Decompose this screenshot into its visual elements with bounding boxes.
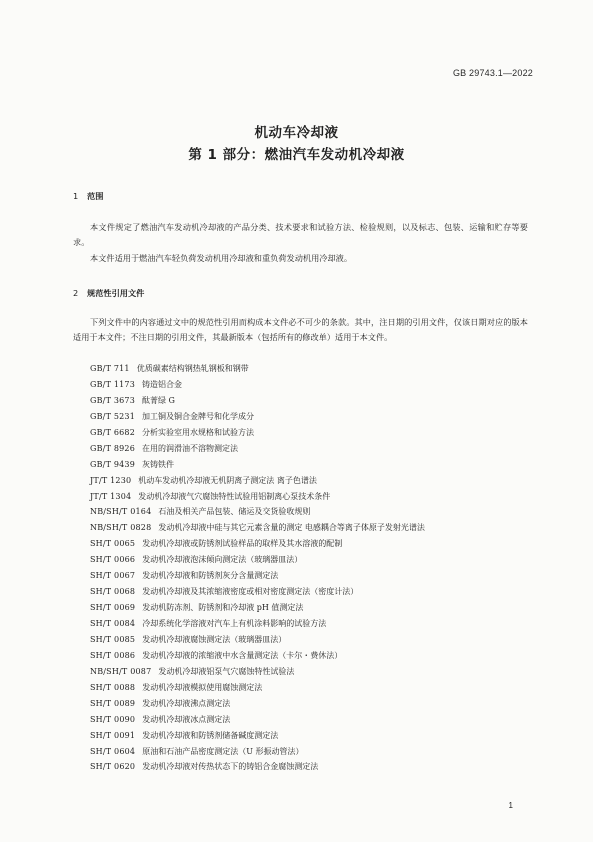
- reference-code: SH/T 0066: [90, 555, 136, 565]
- reference-code: GB/T 711: [90, 364, 130, 373]
- reference-item: [90, 568, 425, 584]
- reference-code: GB/T 1173: [90, 379, 136, 389]
- reference-code: SH/T 0088: [90, 682, 136, 692]
- section-title: 范围: [87, 191, 104, 201]
- reference-title: 发动机冷却液的浓缩液中水含量测定法（卡尔・费休法）: [142, 650, 343, 660]
- reference-code: SH/T 0086: [90, 650, 136, 660]
- paragraph: 本文件适用于燃油汽车轻负荷发动机用冷却液和重负荷发动机用冷却液。: [90, 253, 353, 263]
- reference-item: [90, 712, 425, 728]
- reference-title: 铸造铝合金: [142, 379, 183, 389]
- reference-code: SH/T 0091: [90, 730, 136, 740]
- reference-code: SH/T 0604: [90, 746, 136, 756]
- reference-code: NB/SH/T 0164: [90, 507, 152, 517]
- reference-item: [90, 584, 425, 600]
- reference-item: [90, 393, 425, 409]
- reference-item: [90, 664, 425, 680]
- reference-code: SH/T 0090: [90, 714, 136, 724]
- reference-code: SH/T 0620: [90, 762, 136, 772]
- standard-code: GB 29743.1—2022: [452, 68, 533, 78]
- reference-code: JT/T 1304: [90, 491, 132, 501]
- reference-title: 发动机冷却液和防锈剂储备碱度测定法: [142, 730, 279, 740]
- section-2-heading: [73, 288, 144, 299]
- reference-code: NB/SH/T 0828: [90, 523, 152, 533]
- document-subtitle: 第 1 部分：燃油汽车发动机冷却液: [188, 147, 405, 163]
- reference-item: [90, 728, 425, 744]
- reference-title: 发动机防冻剂、防锈剂和冷却液 pH 值测定法: [142, 603, 304, 613]
- paragraph: 本文件规定了燃油汽车发动机冷却液的产品分类、技术要求和试验方法、检验规则，以及标志、包装、运输和贮存等要求。: [73, 222, 528, 247]
- reference-item: [90, 409, 425, 425]
- reference-code: GB/T 5231: [90, 411, 136, 421]
- reference-title: 发动机冷却液铝泵气穴腐蚀特性试验法: [158, 666, 295, 676]
- reference-item: [90, 744, 425, 760]
- reference-title: 发动机冷却液中硅与其它元素含量的测定 电感耦合等离子体原子发射光谱法: [158, 523, 425, 533]
- reference-item: [90, 489, 425, 505]
- reference-title: 发动机冷却液和防锈剂灰分含量测定法: [142, 571, 279, 581]
- reference-title: 发动机冷却液或防锈剂试验样品的取样及其水溶液的配制: [142, 539, 343, 549]
- reference-title: 发动机冷却液及其浓缩液密度或相对密度测定法（密度计法）: [142, 587, 359, 597]
- reference-title: 石油及相关产品包装、储运及交货验收规则: [158, 507, 311, 517]
- reference-item: [90, 520, 425, 536]
- reference-title: 发动机冷却液气穴腐蚀特性试验用铝制离心泵技术条件: [138, 491, 331, 501]
- document-title: 机动车冷却液: [254, 125, 339, 141]
- reference-item: [90, 536, 425, 552]
- reference-title: 冷却系统化学溶液对汽车上有机涂料影响的试验方法: [142, 619, 327, 628]
- reference-title: 发动机冷却液冰点测定法: [142, 714, 231, 724]
- reference-title: 加工铜及铜合金牌号和化学成分: [142, 411, 255, 421]
- reference-item: [90, 361, 425, 377]
- page-number: 1: [508, 801, 513, 810]
- reference-item: [90, 377, 425, 393]
- reference-item: [90, 632, 425, 648]
- reference-title: 发动机冷却液腐蚀测定法（玻璃器皿法）: [142, 634, 287, 644]
- reference-item: [90, 441, 425, 457]
- reference-title: 发动机冷却液泡沫倾向测定法（玻璃器皿法）: [142, 555, 303, 565]
- paragraph: 下列文件中的内容通过文中的规范性引用而构成本文件必不可少的条款。其中，注日期的引用文件，仅该日期对应的版本适用于本文件；不注日期的引用文件，其最新版本（包括所有的修改单）适用于本文件。: [73, 317, 528, 342]
- reference-title: 酞菁绿 G: [142, 395, 175, 405]
- reference-code: JT/T 1230: [90, 475, 132, 485]
- reference-code: SH/T 0084: [90, 619, 136, 628]
- reference-code: SH/T 0068: [90, 587, 136, 597]
- reference-title: 在用的润滑油不溶物测定法: [142, 443, 239, 453]
- reference-item: [90, 759, 425, 775]
- section-title: 规范性引用文件: [87, 288, 145, 298]
- reference-item: [90, 600, 425, 616]
- section-1-heading: [73, 191, 103, 202]
- reference-title: 机动车发动机冷却液无机阴离子测定法 离子色谱法: [138, 475, 317, 485]
- reference-item: [90, 616, 425, 632]
- reference-code: NB/SH/T 0087: [90, 666, 152, 676]
- reference-item: [90, 425, 425, 441]
- reference-code: GB/T 9439: [90, 459, 136, 469]
- reference-code: GB/T 6682: [90, 427, 136, 437]
- reference-item: [90, 696, 425, 712]
- reference-code: SH/T 0069: [90, 603, 136, 613]
- reference-code: GB/T 8926: [90, 443, 136, 453]
- reference-title: 优质碳素结构钢热轧钢板和钢带: [136, 364, 249, 373]
- reference-title: 分析实验室用水规格和试验方法: [142, 427, 255, 437]
- reference-title: 发动机冷却液对传热状态下的铸铝合金腐蚀测定法: [142, 762, 319, 772]
- section-number: 2: [73, 288, 79, 298]
- reference-code: SH/T 0067: [90, 571, 136, 581]
- reference-code: GB/T 3673: [90, 395, 136, 405]
- reference-title: 发动机冷却液沸点测定法: [142, 698, 231, 708]
- reference-title: 发动机冷却液模拟使用腐蚀测定法: [142, 682, 263, 692]
- section-number: 1: [73, 191, 79, 201]
- normative-references-list: [90, 361, 425, 775]
- reference-item: [90, 680, 425, 696]
- reference-code: SH/T 0089: [90, 698, 136, 708]
- reference-item: [90, 552, 425, 568]
- reference-code: SH/T 0065: [90, 539, 136, 549]
- reference-title: 原油和石油产品密度测定法（U 形振动管法）: [142, 746, 304, 756]
- reference-code: SH/T 0085: [90, 634, 136, 644]
- reference-item: [90, 457, 425, 473]
- reference-item: [90, 504, 425, 520]
- reference-item: [90, 473, 425, 489]
- reference-item: [90, 648, 425, 664]
- reference-title: 灰铸铁件: [142, 459, 175, 469]
